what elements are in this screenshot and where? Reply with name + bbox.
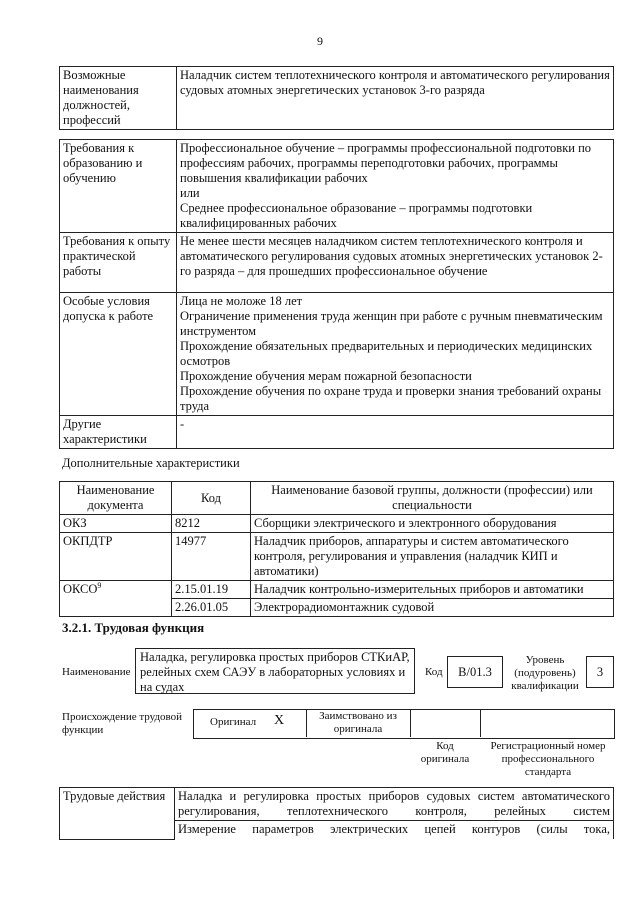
row-doc [60, 581, 172, 599]
row-doc [60, 599, 172, 617]
actions-label: Трудовые действия [60, 788, 175, 821]
header-document: Наименование документа [60, 482, 172, 515]
education-value [177, 140, 614, 233]
borrowed-label: Заимствовано из оригинала [319, 710, 397, 735]
text-line: Ограничение применения труда женщин при работе с ручным пневматическим инструментом [180, 309, 603, 338]
page-number: 9 [317, 34, 323, 48]
text-line: Прохождение обучения по охране труда и проверки знания требований охраны труда [180, 384, 602, 413]
original-mark: X [274, 713, 285, 728]
education-label: Требования к образованию и обучению [60, 140, 177, 233]
reg-caption: Регистрационный номер профессионального стандарта [490, 740, 606, 778]
row-name: Сборщики электрического и электронного оборудования [251, 515, 614, 533]
original-label: Оригинал [210, 716, 257, 728]
admission-label: Особые условия допуска к работе [60, 293, 177, 416]
row-name: Наладчик контрольно-измерительных приборов и автоматики [251, 581, 614, 599]
experience-value [177, 233, 614, 293]
experience-label: Требования к опыту практической работы [60, 233, 177, 293]
row-code: 2.26.01.05 [172, 599, 251, 617]
level-value: 3 [586, 656, 614, 688]
text-line: - [180, 417, 185, 431]
admission-value [177, 293, 614, 416]
requirements-table [59, 139, 614, 449]
divider [410, 709, 411, 737]
row-code: 8212 [172, 515, 251, 533]
action-item: Наладка и регулировка простых приборов судовых систем автоматического регулирования, теплотехнического контроля, релейных систем [175, 788, 614, 821]
code-label: Код [425, 666, 443, 678]
divider [306, 709, 307, 737]
row-code: 14977 [172, 533, 251, 581]
row-doc: ОКЗ [60, 515, 172, 533]
text-line: Прохождение обязательных предварительных и периодических медицинских осмотров [180, 339, 593, 368]
footnote-mark: 9 [97, 580, 102, 590]
text-line: Не менее шести месяцев наладчиком систем теплотехнического контроля и автоматического регулирования судовых атомных энергетических установок 2-го разряда – для прошедших профессиональное обучение [180, 234, 603, 278]
other-label: Другие характеристики [60, 416, 177, 449]
text-line: Профессиональное обучение – программы профессиональной подготовки по профессиям рабочих, программы переподготовки рабочих, программы повышения квалификации рабочих [180, 141, 592, 185]
name-value: Наладка, регулировка простых приборов СТКиАР, релейных схем САЭУ в лабораторных условиях и на судах [135, 648, 415, 694]
positions-value: Наладчик систем теплотехнического контроля и автоматического регулирования судовых атомных энергетических установок 3-го разряда [177, 67, 614, 130]
name-label: Наименование [62, 666, 131, 678]
positions-table [59, 66, 614, 130]
row-name: Электрорадиомонтажник судовой [251, 599, 614, 617]
code-value: B/01.3 [447, 656, 503, 688]
header-name: Наименование базовой группы, должности (профессии) или специальности [251, 482, 614, 515]
function-title: 3.2.1. Трудовая функция [62, 620, 205, 635]
code-caption: Код оригинала [420, 740, 470, 765]
row-code: 2.15.01.19 [172, 581, 251, 599]
text-line: или [180, 186, 200, 200]
text-line: Прохождение обучения мерам пожарной безопасности [180, 369, 472, 383]
row-name: Наладчик приборов, аппаратуры и систем автоматического контроля, регулирования и управления (наладчик КИП и автоматики) [251, 533, 614, 581]
positions-label: Возможные наименования должностей, профессий [60, 67, 177, 130]
divider [480, 709, 481, 737]
additional-heading: Дополнительные характеристики [62, 456, 240, 470]
actions-label-cont [60, 821, 175, 840]
row-doc-text: ОКСО [63, 582, 98, 596]
text-line: Среднее профессиональное образование – программы подготовки квалифицированных рабочих [180, 201, 533, 230]
level-label: Уровень (подуровень) квалификации [511, 654, 579, 692]
header-code: Код [172, 482, 251, 515]
classifier-table [59, 481, 614, 617]
row-doc: ОКПДТР [60, 533, 172, 581]
action-item: Измерение параметров электрических цепей контуров (силы тока, [175, 821, 614, 840]
other-value [177, 416, 614, 449]
origin-label: Происхождение трудовой функции [62, 711, 183, 736]
text-line: Лица не моложе 18 лет [180, 294, 303, 308]
actions-table [59, 787, 614, 840]
